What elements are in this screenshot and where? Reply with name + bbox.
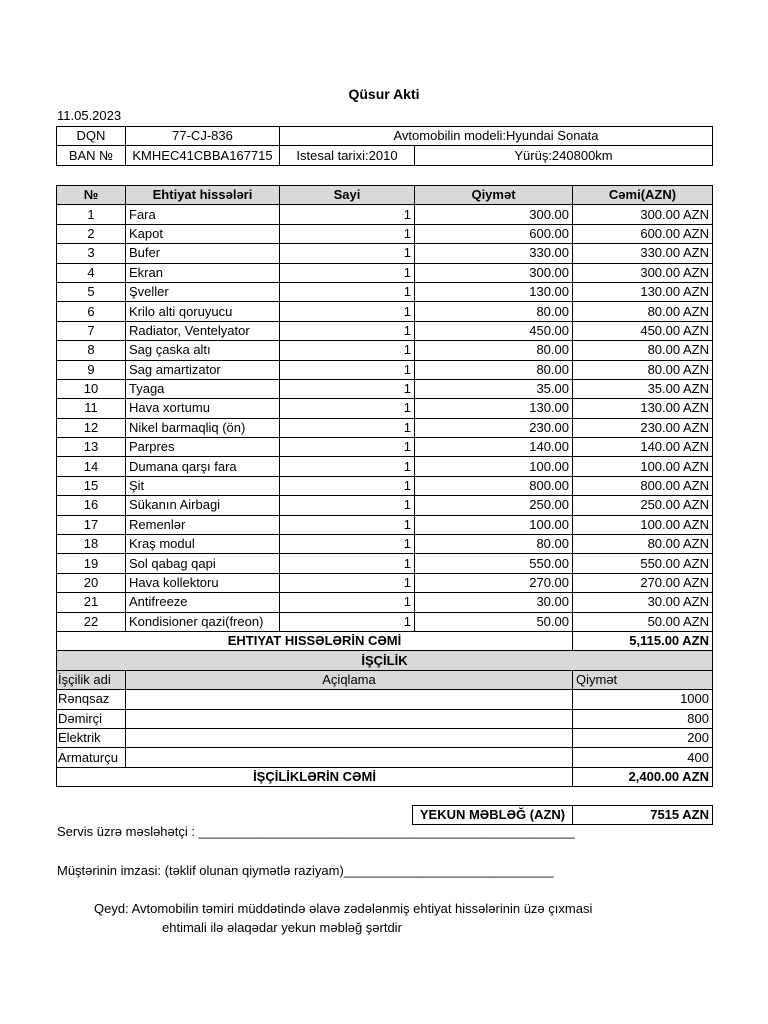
table-row — [57, 554, 713, 573]
parts-table — [56, 185, 713, 787]
part-number: 15 — [57, 476, 126, 495]
part-total: 35.00 AZN — [573, 379, 713, 398]
part-total: 450.00 AZN — [573, 321, 713, 340]
part-name: Şveller — [126, 282, 280, 301]
col-header-part: Ehtiyat hissələri — [126, 186, 280, 205]
part-total: 800.00 AZN — [573, 476, 713, 495]
part-name: Remenlər — [126, 515, 280, 534]
labor-section-title: İŞÇİLİK — [57, 651, 713, 670]
part-total: 330.00 AZN — [573, 244, 713, 263]
final-amount-label: YEKUN MƏBLƏĞ (AZN) — [413, 806, 573, 825]
table-row — [57, 302, 713, 321]
part-name: Fara — [126, 205, 280, 224]
ban-label: BAN № — [57, 146, 126, 165]
part-qty: 1 — [280, 593, 415, 612]
part-price: 80.00 — [415, 302, 573, 321]
part-total: 230.00 AZN — [573, 418, 713, 437]
table-row — [57, 263, 713, 282]
labor-row — [57, 748, 713, 767]
part-total: 100.00 AZN — [573, 457, 713, 476]
part-qty: 1 — [280, 205, 415, 224]
part-name: Krilo alti qoruyucu — [126, 302, 280, 321]
col-header-no: № — [57, 186, 126, 205]
part-qty: 1 — [280, 573, 415, 592]
part-total: 80.00 AZN — [573, 341, 713, 360]
part-number: 6 — [57, 302, 126, 321]
part-price: 35.00 — [415, 379, 573, 398]
table-row — [57, 515, 713, 534]
labor-description — [126, 748, 573, 767]
part-price: 800.00 — [415, 476, 573, 495]
table-row — [57, 573, 713, 592]
part-price: 300.00 — [415, 263, 573, 282]
part-number: 17 — [57, 515, 126, 534]
part-qty: 1 — [280, 457, 415, 476]
part-name: Tyaga — [126, 379, 280, 398]
customer-signature-line: Müştərinin imzasi: (təklif olunan qiymətlə raziyam)_____________________________ — [57, 863, 554, 878]
final-amount-table — [412, 805, 713, 825]
table-row — [57, 399, 713, 418]
table-row — [57, 224, 713, 243]
table-row — [57, 457, 713, 476]
table-row — [57, 496, 713, 515]
part-total: 250.00 AZN — [573, 496, 713, 515]
part-price: 80.00 — [415, 360, 573, 379]
production-year: Istesal tarixi:2010 — [280, 146, 415, 165]
table-row — [57, 205, 713, 224]
part-qty: 1 — [280, 554, 415, 573]
part-name: Hava xortumu — [126, 399, 280, 418]
part-number: 5 — [57, 282, 126, 301]
part-price: 140.00 — [415, 438, 573, 457]
part-name: Radiator, Ventelyator — [126, 321, 280, 340]
part-qty: 1 — [280, 224, 415, 243]
document-title: Qüsur Akti — [348, 86, 420, 102]
part-qty: 1 — [280, 244, 415, 263]
labor-header-desc: Açiqlama — [126, 670, 573, 689]
part-price: 250.00 — [415, 496, 573, 515]
table-row — [57, 612, 713, 631]
part-price: 30.00 — [415, 593, 573, 612]
part-total: 550.00 AZN — [573, 554, 713, 573]
part-total: 140.00 AZN — [573, 438, 713, 457]
note-line-2: ehtimali ilə əlaqədar yekun məbləğ şərtdir — [162, 920, 402, 935]
part-total: 80.00 AZN — [573, 360, 713, 379]
labor-name: Armaturçu — [57, 748, 126, 767]
part-price: 230.00 — [415, 418, 573, 437]
table-row — [57, 341, 713, 360]
part-total: 80.00 AZN — [573, 535, 713, 554]
part-number: 4 — [57, 263, 126, 282]
part-qty: 1 — [280, 496, 415, 515]
part-qty: 1 — [280, 282, 415, 301]
part-price: 80.00 — [415, 535, 573, 554]
part-number: 22 — [57, 612, 126, 631]
part-number: 9 — [57, 360, 126, 379]
part-name: Ekran — [126, 263, 280, 282]
vehicle-model: Avtomobilin modeli:Hyundai Sonata — [280, 127, 713, 146]
labor-price: 800 — [573, 709, 713, 728]
col-header-qty: Sayi — [280, 186, 415, 205]
part-qty: 1 — [280, 399, 415, 418]
table-row — [57, 593, 713, 612]
table-row — [57, 360, 713, 379]
labor-description — [126, 709, 573, 728]
labor-header-price: Qiymət — [573, 670, 713, 689]
part-price: 450.00 — [415, 321, 573, 340]
part-qty: 1 — [280, 321, 415, 340]
document-date: 11.05.2023 — [57, 108, 122, 123]
part-total: 30.00 AZN — [573, 593, 713, 612]
labor-price: 200 — [573, 728, 713, 747]
part-number: 18 — [57, 535, 126, 554]
parts-total-label: EHTIYAT HISSƏLƏRİN CƏMİ — [57, 631, 573, 650]
col-header-total: Cəmi(AZN) — [573, 186, 713, 205]
labor-description — [126, 728, 573, 747]
consultant-signature-line: Servis üzrə məsləhətçi : ____________________________________________________ — [57, 824, 575, 839]
part-qty: 1 — [280, 612, 415, 631]
part-number: 7 — [57, 321, 126, 340]
table-row — [57, 476, 713, 495]
part-qty: 1 — [280, 418, 415, 437]
labor-row — [57, 709, 713, 728]
labor-row — [57, 690, 713, 709]
part-number: 8 — [57, 341, 126, 360]
part-total: 600.00 AZN — [573, 224, 713, 243]
part-price: 100.00 — [415, 515, 573, 534]
part-number: 16 — [57, 496, 126, 515]
labor-name: Rənqsaz — [57, 690, 126, 709]
part-number: 21 — [57, 593, 126, 612]
part-name: Nikel barmaqliq (ön) — [126, 418, 280, 437]
part-number: 2 — [57, 224, 126, 243]
vehicle-info-table — [56, 126, 713, 166]
part-name: Parpres — [126, 438, 280, 457]
part-name: Kapot — [126, 224, 280, 243]
table-row — [57, 438, 713, 457]
part-total: 270.00 AZN — [573, 573, 713, 592]
part-name: Şit — [126, 476, 280, 495]
note-line-1: Qeyd: Avtomobilin təmiri müddətində əlavə zədələnmiş ehtiyat hissələrinin üzə çıxmasi — [94, 901, 593, 916]
labor-total-value: 2,400.00 AZN — [573, 767, 713, 786]
parts-total-value: 5,115.00 AZN — [573, 631, 713, 650]
ban-value: KMHEC41CBBA167715 — [126, 146, 280, 165]
part-price: 300.00 — [415, 205, 573, 224]
part-total: 130.00 AZN — [573, 282, 713, 301]
labor-name: Elektrik — [57, 728, 126, 747]
part-price: 550.00 — [415, 554, 573, 573]
part-number: 3 — [57, 244, 126, 263]
part-number: 1 — [57, 205, 126, 224]
labor-header-name: İşçilik adi — [57, 670, 126, 689]
part-qty: 1 — [280, 263, 415, 282]
part-name: Antifreeze — [126, 593, 280, 612]
table-row — [57, 535, 713, 554]
part-price: 600.00 — [415, 224, 573, 243]
part-total: 130.00 AZN — [573, 399, 713, 418]
part-name: Dumana qarşı fara — [126, 457, 280, 476]
dqn-value: 77-CJ-836 — [126, 127, 280, 146]
part-qty: 1 — [280, 476, 415, 495]
part-qty: 1 — [280, 302, 415, 321]
part-qty: 1 — [280, 341, 415, 360]
part-number: 10 — [57, 379, 126, 398]
part-total: 300.00 AZN — [573, 205, 713, 224]
mileage: Yürüş:240800km — [415, 146, 713, 165]
part-name: Sag amartizator — [126, 360, 280, 379]
part-qty: 1 — [280, 535, 415, 554]
part-number: 14 — [57, 457, 126, 476]
labor-total-label: İŞÇİLİKLƏRİN CƏMİ — [57, 767, 573, 786]
table-row — [57, 244, 713, 263]
part-name: Hava kollektoru — [126, 573, 280, 592]
part-number: 19 — [57, 554, 126, 573]
labor-price: 1000 — [573, 690, 713, 709]
labor-row — [57, 728, 713, 747]
part-price: 100.00 — [415, 457, 573, 476]
part-price: 270.00 — [415, 573, 573, 592]
part-price: 130.00 — [415, 282, 573, 301]
part-number: 12 — [57, 418, 126, 437]
table-row — [57, 321, 713, 340]
part-name: Sol qabag qapi — [126, 554, 280, 573]
col-header-price: Qiymət — [415, 186, 573, 205]
table-row — [57, 282, 713, 301]
dqn-label: DQN — [57, 127, 126, 146]
part-total: 300.00 AZN — [573, 263, 713, 282]
part-number: 20 — [57, 573, 126, 592]
part-number: 13 — [57, 438, 126, 457]
part-name: Bufer — [126, 244, 280, 263]
part-price: 50.00 — [415, 612, 573, 631]
part-price: 130.00 — [415, 399, 573, 418]
part-price: 80.00 — [415, 341, 573, 360]
table-row — [57, 418, 713, 437]
part-qty: 1 — [280, 360, 415, 379]
labor-description — [126, 690, 573, 709]
labor-price: 400 — [573, 748, 713, 767]
part-total: 80.00 AZN — [573, 302, 713, 321]
part-name: Sükanın Airbagi — [126, 496, 280, 515]
table-row — [57, 379, 713, 398]
part-name: Kondisioner qazi(freon) — [126, 612, 280, 631]
part-total: 100.00 AZN — [573, 515, 713, 534]
part-qty: 1 — [280, 379, 415, 398]
part-qty: 1 — [280, 438, 415, 457]
part-price: 330.00 — [415, 244, 573, 263]
part-name: Sag çaska altı — [126, 341, 280, 360]
final-amount-value: 7515 AZN — [573, 806, 713, 825]
part-total: 50.00 AZN — [573, 612, 713, 631]
part-name: Kraş modul — [126, 535, 280, 554]
part-number: 11 — [57, 399, 126, 418]
part-qty: 1 — [280, 515, 415, 534]
labor-name: Dəmirçi — [57, 709, 126, 728]
